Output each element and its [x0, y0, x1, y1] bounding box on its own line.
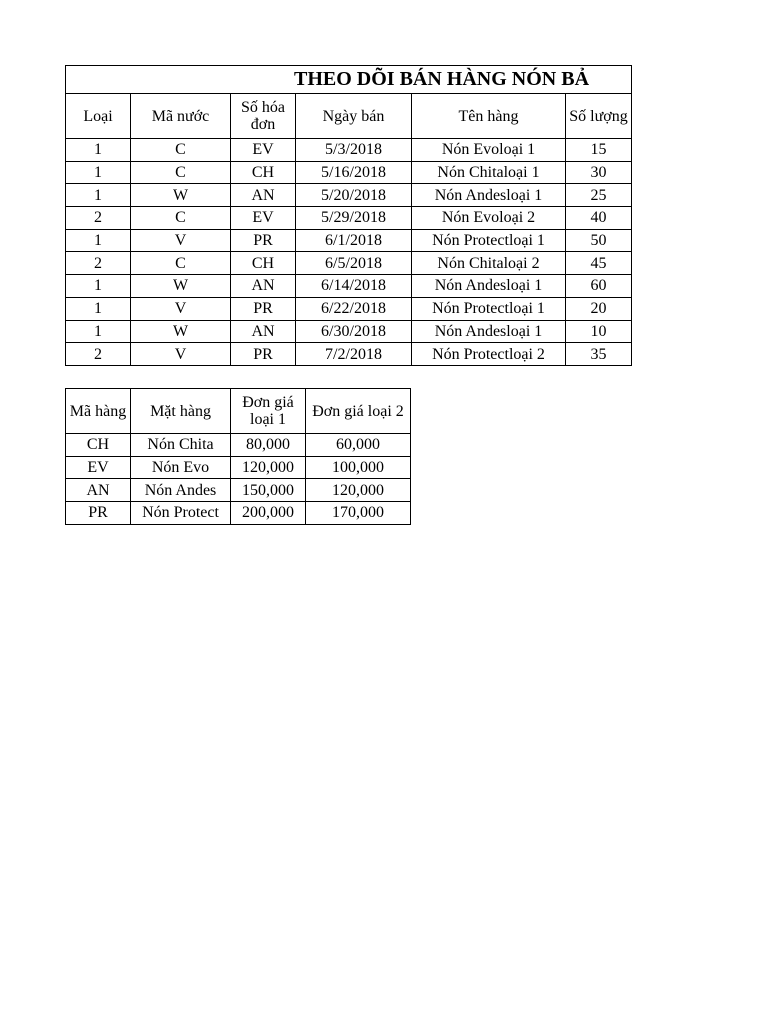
- sales-row: [66, 275, 632, 298]
- cell-loai[interactable]: 2: [66, 343, 131, 366]
- cell-don-gia-loai-1[interactable]: 200,000: [231, 502, 306, 525]
- cell-ten-hang[interactable]: Nón Chitaloại 2: [412, 252, 566, 275]
- cell-don-gia-loai-2[interactable]: 100,000: [306, 456, 411, 479]
- header-don-gia-loai-2[interactable]: Đơn giá loại 2: [306, 389, 411, 434]
- cell-loai[interactable]: 1: [66, 184, 131, 207]
- cell-ngay-ban[interactable]: 6/30/2018: [296, 320, 412, 343]
- cell-loai[interactable]: 1: [66, 139, 131, 162]
- cell-mat-hang[interactable]: Nón Andes: [131, 479, 231, 502]
- cell-loai[interactable]: 1: [66, 161, 131, 184]
- header-mat-hang[interactable]: Mặt hàng: [131, 389, 231, 434]
- cell-ma-nuoc[interactable]: C: [131, 161, 231, 184]
- cell-so-luong[interactable]: 15: [566, 139, 632, 162]
- sales-row: [66, 229, 632, 252]
- cell-so-hoa-don[interactable]: AN: [231, 320, 296, 343]
- cell-so-luong[interactable]: 35: [566, 343, 632, 366]
- cell-ma-hang[interactable]: AN: [66, 479, 131, 502]
- cell-so-hoa-don[interactable]: EV: [231, 139, 296, 162]
- cell-ma-nuoc[interactable]: V: [131, 343, 231, 366]
- sales-row: [66, 207, 632, 230]
- header-ngay-ban[interactable]: Ngày bán: [296, 94, 412, 139]
- sheet-title[interactable]: THEO DÕI BÁN HÀNG NÓN BẢ: [66, 66, 632, 94]
- cell-so-hoa-don[interactable]: AN: [231, 184, 296, 207]
- cell-ma-hang[interactable]: CH: [66, 434, 131, 457]
- cell-ngay-ban[interactable]: 5/29/2018: [296, 207, 412, 230]
- cell-so-hoa-don[interactable]: CH: [231, 161, 296, 184]
- price-table: [65, 388, 411, 525]
- title-row: [66, 66, 632, 94]
- cell-so-hoa-don[interactable]: PR: [231, 297, 296, 320]
- cell-ten-hang[interactable]: Nón Evoloại 1: [412, 139, 566, 162]
- price-row: [66, 456, 411, 479]
- cell-so-hoa-don[interactable]: EV: [231, 207, 296, 230]
- sales-table: [65, 65, 632, 366]
- cell-loai[interactable]: 2: [66, 207, 131, 230]
- cell-ten-hang[interactable]: Nón Protectloại 2: [412, 343, 566, 366]
- cell-so-luong[interactable]: 45: [566, 252, 632, 275]
- sales-row: [66, 252, 632, 275]
- sales-header-row: [66, 94, 632, 139]
- cell-mat-hang[interactable]: Nón Evo: [131, 456, 231, 479]
- price-row: [66, 434, 411, 457]
- header-so-hoa-don[interactable]: Số hóa đơn: [231, 94, 296, 139]
- cell-so-hoa-don[interactable]: PR: [231, 343, 296, 366]
- cell-so-luong[interactable]: 10: [566, 320, 632, 343]
- cell-ma-nuoc[interactable]: V: [131, 297, 231, 320]
- cell-ma-nuoc[interactable]: V: [131, 229, 231, 252]
- cell-ma-nuoc[interactable]: C: [131, 207, 231, 230]
- cell-ten-hang[interactable]: Nón Protectloại 1: [412, 229, 566, 252]
- cell-ten-hang[interactable]: Nón Chitaloại 1: [412, 161, 566, 184]
- cell-ten-hang[interactable]: Nón Andesloại 1: [412, 275, 566, 298]
- cell-loai[interactable]: 1: [66, 297, 131, 320]
- cell-ngay-ban[interactable]: 6/22/2018: [296, 297, 412, 320]
- sales-row: [66, 184, 632, 207]
- price-row: [66, 479, 411, 502]
- cell-ma-nuoc[interactable]: C: [131, 139, 231, 162]
- cell-so-luong[interactable]: 20: [566, 297, 632, 320]
- header-so-luong[interactable]: Số lượng: [566, 94, 632, 139]
- header-ma-nuoc[interactable]: Mã nước: [131, 94, 231, 139]
- cell-ngay-ban[interactable]: 5/16/2018: [296, 161, 412, 184]
- cell-ngay-ban[interactable]: 6/1/2018: [296, 229, 412, 252]
- cell-so-hoa-don[interactable]: PR: [231, 229, 296, 252]
- sales-row: [66, 161, 632, 184]
- cell-so-luong[interactable]: 40: [566, 207, 632, 230]
- cell-loai[interactable]: 1: [66, 229, 131, 252]
- cell-ten-hang[interactable]: Nón Andesloại 1: [412, 320, 566, 343]
- cell-ma-nuoc[interactable]: C: [131, 252, 231, 275]
- cell-don-gia-loai-2[interactable]: 170,000: [306, 502, 411, 525]
- sales-row: [66, 343, 632, 366]
- cell-so-hoa-don[interactable]: AN: [231, 275, 296, 298]
- cell-ngay-ban[interactable]: 6/14/2018: [296, 275, 412, 298]
- cell-loai[interactable]: 2: [66, 252, 131, 275]
- cell-mat-hang[interactable]: Nón Chita: [131, 434, 231, 457]
- sales-row: [66, 139, 632, 162]
- cell-ngay-ban[interactable]: 5/20/2018: [296, 184, 412, 207]
- cell-don-gia-loai-1[interactable]: 80,000: [231, 434, 306, 457]
- header-don-gia-loai-1[interactable]: Đơn giá loại 1: [231, 389, 306, 434]
- cell-ma-hang[interactable]: PR: [66, 502, 131, 525]
- cell-ma-nuoc[interactable]: W: [131, 275, 231, 298]
- price-header-row: [66, 389, 411, 434]
- cell-so-luong[interactable]: 60: [566, 275, 632, 298]
- cell-ma-nuoc[interactable]: W: [131, 184, 231, 207]
- header-ma-hang[interactable]: Mã hàng: [66, 389, 131, 434]
- price-row: [66, 502, 411, 525]
- cell-don-gia-loai-2[interactable]: 60,000: [306, 434, 411, 457]
- cell-ngay-ban[interactable]: 6/5/2018: [296, 252, 412, 275]
- cell-so-luong[interactable]: 50: [566, 229, 632, 252]
- cell-ten-hang[interactable]: Nón Andesloại 1: [412, 184, 566, 207]
- cell-ma-nuoc[interactable]: W: [131, 320, 231, 343]
- cell-don-gia-loai-2[interactable]: 120,000: [306, 479, 411, 502]
- cell-ngay-ban[interactable]: 7/2/2018: [296, 343, 412, 366]
- cell-ngay-ban[interactable]: 5/3/2018: [296, 139, 412, 162]
- cell-so-luong[interactable]: 30: [566, 161, 632, 184]
- cell-don-gia-loai-1[interactable]: 150,000: [231, 479, 306, 502]
- cell-don-gia-loai-1[interactable]: 120,000: [231, 456, 306, 479]
- cell-loai[interactable]: 1: [66, 275, 131, 298]
- cell-so-hoa-don[interactable]: CH: [231, 252, 296, 275]
- header-loai[interactable]: Loại: [66, 94, 131, 139]
- sales-row: [66, 320, 632, 343]
- cell-ten-hang[interactable]: Nón Evoloại 2: [412, 207, 566, 230]
- cell-mat-hang[interactable]: Nón Protect: [131, 502, 231, 525]
- cell-loai[interactable]: 1: [66, 320, 131, 343]
- sales-row: [66, 297, 632, 320]
- cell-so-luong[interactable]: 25: [566, 184, 632, 207]
- cell-ten-hang[interactable]: Nón Protectloại 1: [412, 297, 566, 320]
- cell-ma-hang[interactable]: EV: [66, 456, 131, 479]
- header-ten-hang[interactable]: Tên hàng: [412, 94, 566, 139]
